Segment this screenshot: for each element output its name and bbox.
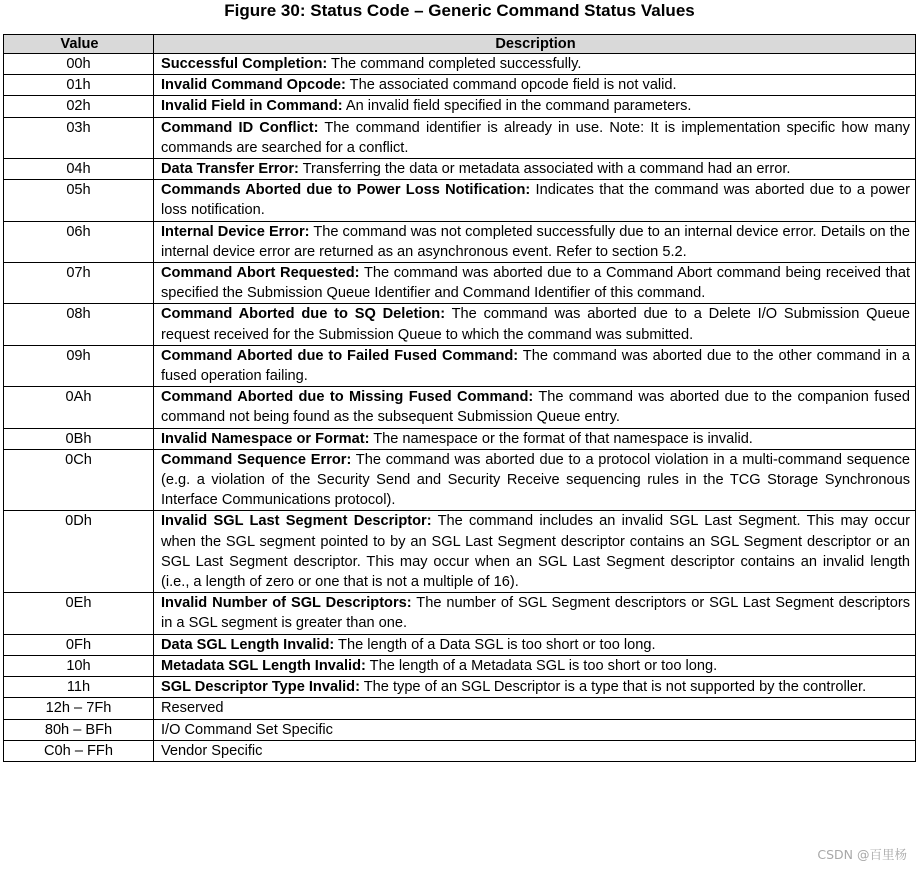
status-term: Command Abort Requested: (161, 265, 360, 282)
status-term: SGL Descriptor Type Invalid: (161, 679, 360, 696)
status-term: Command ID Conflict: (161, 119, 319, 136)
status-value-cell: C0h – FFh (4, 740, 154, 761)
status-value-cell: 12h – 7Fh (4, 698, 154, 719)
status-description-text: The length of a Data SGL is too short or too long. (334, 636, 656, 653)
status-description-cell (154, 634, 916, 655)
table-row (4, 180, 916, 221)
status-term: Command Aborted due to Missing Fused Command: (161, 389, 534, 406)
status-term: Command Aborted due to SQ Deletion: (161, 306, 446, 323)
status-value-cell: 10h (4, 655, 154, 676)
table-row (4, 117, 916, 158)
status-term: Command Sequence Error: (161, 451, 352, 468)
table-row (4, 428, 916, 449)
status-description-cell (154, 75, 916, 96)
status-value-cell: 0Dh (4, 511, 154, 593)
figure-title: Figure 30: Status Code – Generic Command Status Values (224, 1, 695, 20)
status-description-text: The command was aborted due to the other command in a fused operation failing. (161, 347, 910, 385)
value-column-header: Value (4, 35, 154, 54)
status-description-cell (154, 180, 916, 221)
status-value-cell: 0Fh (4, 634, 154, 655)
status-description-cell (154, 117, 916, 158)
status-description-text: The associated command opcode field is not valid. (345, 77, 677, 94)
table-body (4, 54, 916, 762)
status-description-text: An invalid field specified in the command parameters. (342, 98, 692, 115)
status-description-cell (154, 159, 916, 180)
table-row (4, 655, 916, 676)
status-description-cell (154, 54, 916, 75)
status-value-cell: 80h – BFh (4, 719, 154, 740)
status-description-cell (154, 511, 916, 593)
status-description-text: The command was aborted due to a Delete I/O Submission Queue request received for the Submission Queue to which the command was submitted. (161, 306, 910, 343)
status-description-cell (154, 677, 916, 698)
status-description-text: The command was aborted due to the companion fused command not being found as the subsequent Submission Queue entry. (161, 389, 910, 426)
status-value-cell: 02h (4, 96, 154, 117)
status-description-text: The command includes an invalid SGL Last Segment. This may occur when the SGL segment pointed to by an SGL Last Segment descriptor contains an SGL Segment descriptor or an SGL Last Segment descriptor. This may occur when an SGL Last Segment descriptor contains an invalid length (i.e., a length of zero or one that is not a multiple of 16). (161, 513, 910, 591)
status-term: Successful Completion: (161, 56, 328, 72)
table-row (4, 677, 916, 698)
status-term: Commands Aborted due to Power Loss Notification: (161, 182, 531, 199)
status-description-text: The command completed successfully. (327, 56, 582, 72)
status-value-cell: 0Eh (4, 593, 154, 634)
status-description-cell (154, 740, 916, 761)
watermark: CSDN @百里杨 (817, 847, 907, 862)
status-value-cell: 03h (4, 117, 154, 158)
status-value-cell: 08h (4, 304, 154, 345)
status-description-text: Reserved (161, 700, 224, 717)
status-value-cell: 06h (4, 221, 154, 262)
table-row (4, 740, 916, 761)
status-term: Metadata SGL Length Invalid: (161, 657, 366, 674)
status-description-text: The command was not completed successfully due to an internal device error. Details on the internal device error are returned as an asynchronous event. Refer to section 5.2. (161, 223, 910, 260)
status-value-cell: 04h (4, 159, 154, 180)
status-description-cell (154, 449, 916, 511)
table-row (4, 75, 916, 96)
status-description-cell (154, 304, 916, 345)
status-term: Invalid Field in Command: (161, 98, 343, 115)
status-term: Internal Device Error: (161, 223, 310, 240)
status-value-cell: 00h (4, 54, 154, 75)
status-description-text: The namespace or the format of that namespace is invalid. (369, 430, 753, 447)
status-description-text: Transferring the data or metadata associated with a command had an error. (298, 161, 791, 178)
status-description-text: The command was aborted due to a protocol violation in a multi-command sequence (e.g. a violation of the Security Send and Security Receive sequencing rules in the TCG Storage Synchronous Interface Communications protocol). (161, 451, 910, 509)
table-row (4, 698, 916, 719)
status-term: Data Transfer Error: (161, 161, 299, 178)
status-description-text: The command identifier is already in use. Note: It is implementation specific how many commands are searched for a conflict. (161, 119, 910, 156)
table-row (4, 96, 916, 117)
status-value-cell: 0Ch (4, 449, 154, 511)
status-description-text: Vendor Specific (161, 742, 263, 759)
status-description-cell (154, 345, 916, 386)
status-description-cell (154, 593, 916, 634)
status-term: Command Aborted due to Failed Fused Command: (161, 347, 519, 364)
status-description-cell (154, 96, 916, 117)
status-value-cell: 01h (4, 75, 154, 96)
status-description-text: The number of SGL Segment descriptors or SGL Last Segment descriptors in a SGL segment is greater than one. (161, 595, 910, 632)
status-value-cell: 0Ah (4, 387, 154, 428)
status-description-cell (154, 428, 916, 449)
table-row (4, 511, 916, 593)
table-row (4, 54, 916, 75)
status-description-text: Indicates that the command was aborted due to a power loss notification. (161, 182, 911, 219)
status-description-cell (154, 655, 916, 676)
status-term: Invalid Number of SGL Descriptors: (161, 595, 412, 612)
table-row (4, 449, 916, 511)
status-description-text: The type of an SGL Descriptor is a type that is not supported by the controller. (359, 679, 867, 696)
table-row (4, 345, 916, 386)
status-value-cell: 09h (4, 345, 154, 386)
status-value-cell: 11h (4, 677, 154, 698)
status-value-cell: 05h (4, 180, 154, 221)
description-column-header: Description (154, 35, 916, 54)
table-header-row (4, 35, 916, 54)
status-description-text: I/O Command Set Specific (161, 721, 333, 738)
status-description-cell (154, 719, 916, 740)
table-row (4, 719, 916, 740)
table-row (4, 634, 916, 655)
status-code-table (3, 34, 916, 762)
status-term: Invalid SGL Last Segment Descriptor: (161, 513, 432, 530)
status-value-cell: 07h (4, 263, 154, 304)
status-description-text: The command was aborted due to a Command Abort command being received that specified the Submission Queue Identifier and Command Identifier of this command. (161, 265, 910, 302)
table-row (4, 387, 916, 428)
table-row (4, 593, 916, 634)
status-description-cell (154, 387, 916, 428)
status-description-cell (154, 263, 916, 304)
table-row (4, 159, 916, 180)
table-row (4, 304, 916, 345)
status-description-cell (154, 698, 916, 719)
status-description-text: The length of a Metadata SGL is too short or too long. (365, 657, 718, 674)
status-term: Invalid Namespace or Format: (161, 430, 370, 447)
status-description-cell (154, 221, 916, 262)
status-term: Invalid Command Opcode: (161, 77, 346, 94)
table-row (4, 263, 916, 304)
table-row (4, 221, 916, 262)
status-value-cell: 0Bh (4, 428, 154, 449)
status-term: Data SGL Length Invalid: (161, 636, 335, 653)
